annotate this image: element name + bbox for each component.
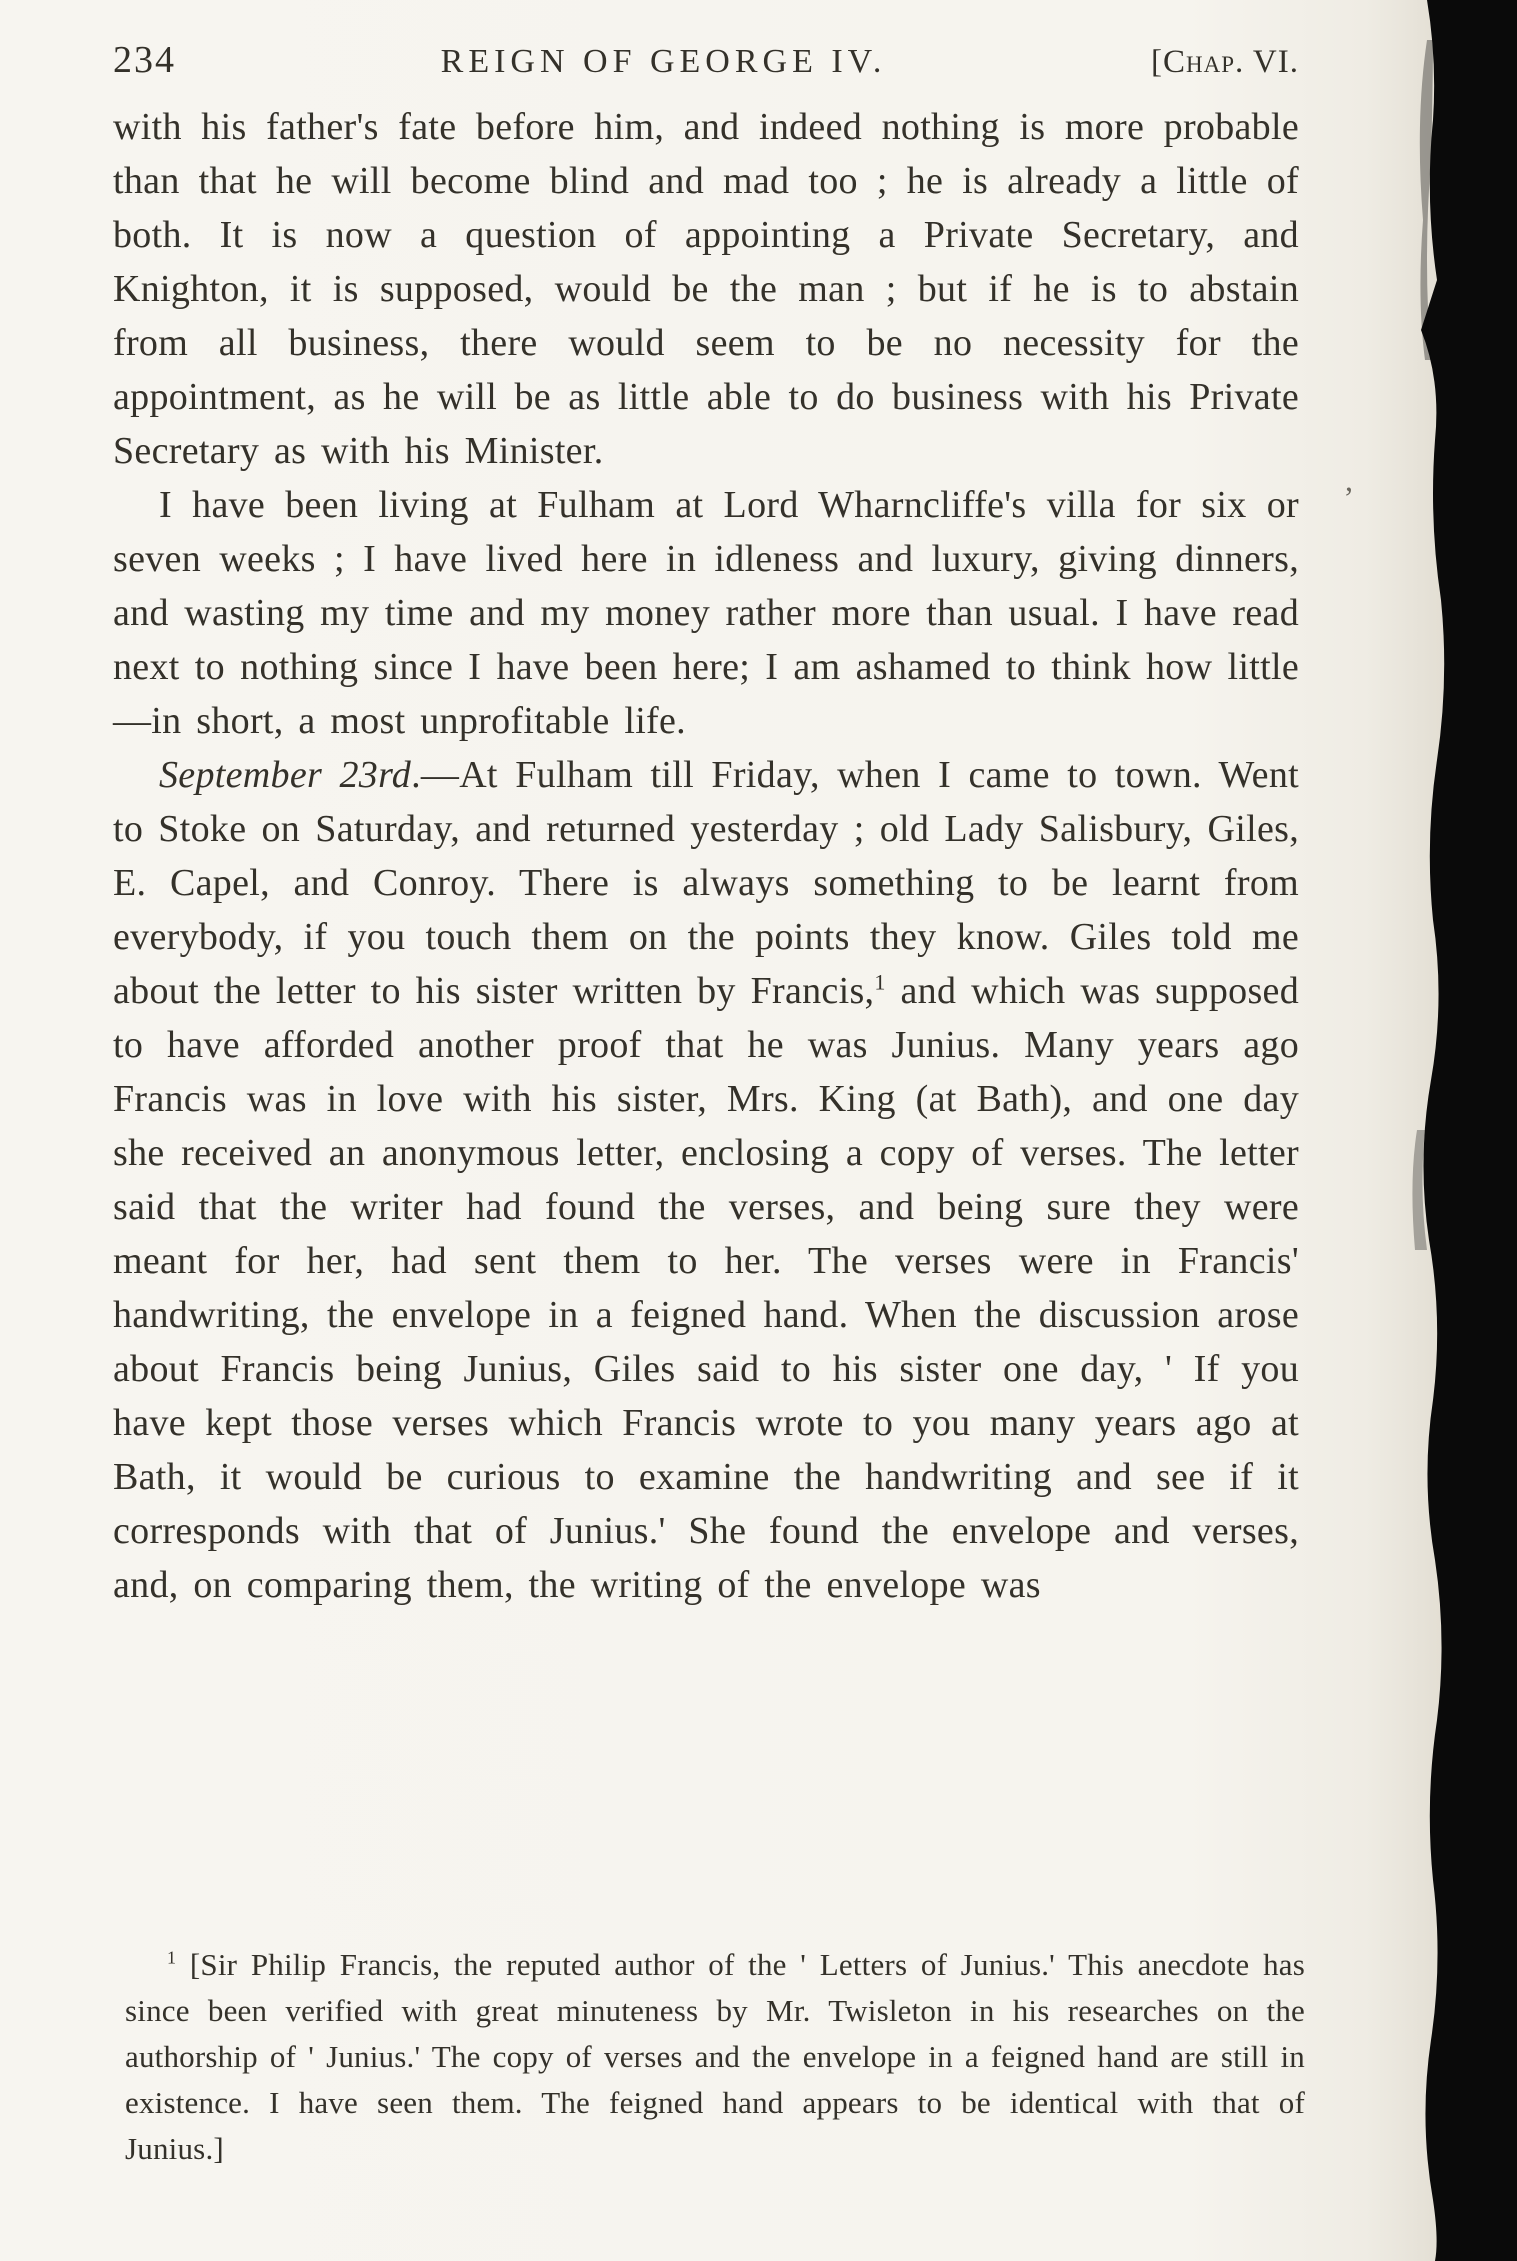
paragraph <box>113 478 1299 748</box>
footnote-marker: 1 <box>167 1947 177 1968</box>
stray-ink-mark: , <box>1345 462 1353 498</box>
footnote-marker: 1 <box>874 969 886 995</box>
text-segment: I have been living at Fulham at Lord Wharncliffe's villa for six or seven weeks ; I have lived here in idleness and luxury, giving dinners, and wasting my time and my money rather more than usual. I have read next to nothing since I have been here; I am ashamed to think how little—in short, a most unprofitable life. <box>113 484 1299 742</box>
text-segment: September 23rd <box>159 754 412 796</box>
page-header <box>113 38 1299 82</box>
text-segment: [Sir Philip Francis, the reputed author of the ' Letters of Junius.' This anecdote has since been verified with great minuteness by Mr. Twisleton in his researches on the authorship of ' Junius.' The copy of verses and the envelope in a feigned hand are still in existence. I have seen them. The feigned hand appears to be identical with that of Junius.] <box>125 1947 1305 2166</box>
paragraph <box>113 748 1299 1612</box>
binding-shadow-shape <box>1407 0 1517 2261</box>
paragraph <box>113 100 1299 478</box>
binding-shadow <box>1407 0 1517 2261</box>
text-segment: .—At Fulham till Friday, when I came to town. Went to Stoke on Saturday, and returned yesterday ; old Lady Salisbury, Giles, E. Capel, and Conroy. There is always something to be learnt from everybody, if you touch them on the points they know. Giles told me about the letter to his sister written by Francis, <box>113 754 1300 1012</box>
page-body <box>113 100 1299 1612</box>
footnote-paragraph <box>125 1942 1305 2172</box>
page-number: 234 <box>113 39 176 81</box>
text-segment: with his father's fate before him, and indeed nothing is more probable than that he will become blind and mad too ; he is already a little of both. It is now a question of appointing a Private Secretary, and Knighton, it is supposed, would be the man ; but if he is to abstain from all business, there would seem to be no necessity for the appointment, as he will be as little able to do business with his Private Secretary as with his Minister. <box>113 106 1299 472</box>
chapter-label: [Chap. VI. <box>1151 44 1299 80</box>
running-header-title: REIGN OF GEORGE IV. <box>440 43 887 80</box>
footnote <box>125 1942 1305 2172</box>
text-segment: and which was supposed to have afforded another proof that he was Junius. Many years ago Francis was in love with his sister, Mrs. King (at Bath), and one day she received an anonymous letter, enclosing a copy of verses. The letter said that the writer had found the verses, and being sure they were meant for her, had sent them to her. The verses were in Francis' handwriting, the envelope in a feigned hand. When the discussion arose about Francis being Junius, Giles said to his sister one day, ' If you have kept those verses which Francis wrote to you many years ago at Bath, it would be curious to examine the handwriting and see if it corresponds with that of Junius.' She found the envelope and verses, and, on comparing them, the writing of the envelope was <box>113 970 1299 1606</box>
